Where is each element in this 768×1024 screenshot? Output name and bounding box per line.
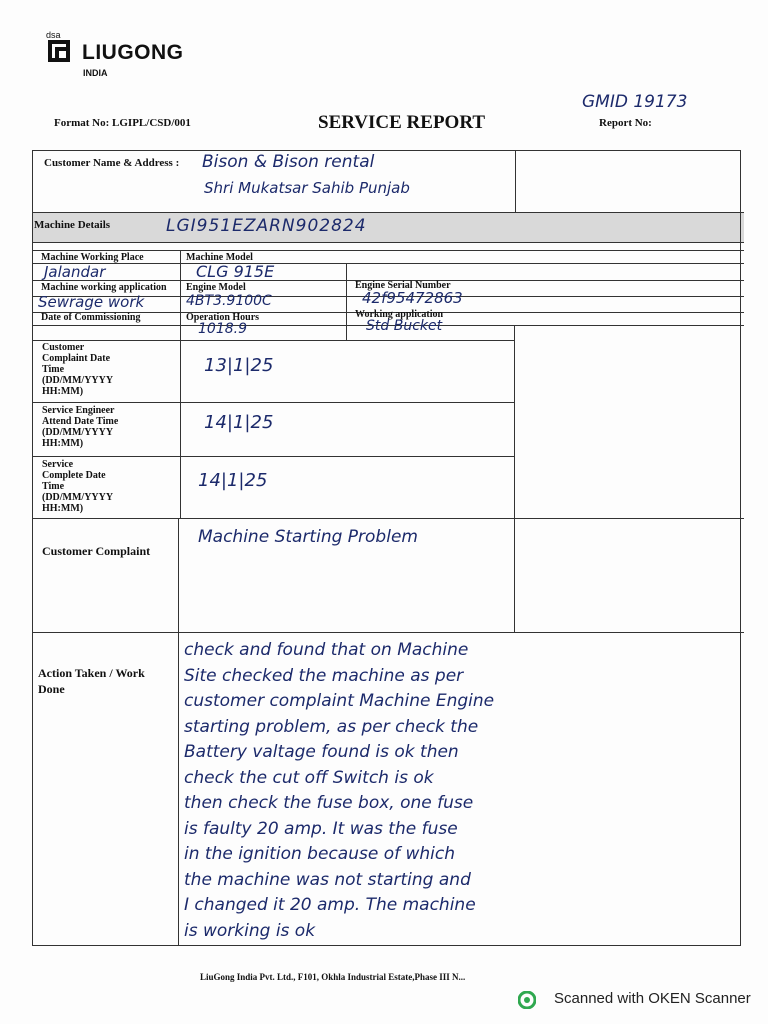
action-line: is faulty 20 amp. It was the fuse [184, 818, 458, 839]
brand-name: LIUGONG [82, 41, 184, 64]
machine-details-label: Machine Details [34, 219, 111, 231]
report-number-handwritten: GMID 19173 [582, 92, 688, 112]
action-line: check and found that on Machine [184, 640, 469, 660]
engineer-attend-label: Service Engineer Attend Date Time (DD/MM/YYYY HH:MM) [42, 405, 119, 449]
engine-model-value: 4BT3.9100C [186, 293, 272, 309]
complete-date-value: 14|1|25 [198, 470, 268, 491]
liugong-logo-icon [48, 40, 70, 62]
customer-complaint-value: Machine Starting Problem [198, 527, 418, 547]
company-address-footer: LiuGong India Pvt. Ltd., F101, Okhla Industrial Estate,Phase III N... [200, 972, 466, 982]
action-line: Site checked the machine as per [184, 665, 464, 686]
customer-address-value: Shri Mukatsar Sahib Punjab [204, 179, 410, 197]
action-line: check the cut off Switch is ok [184, 767, 434, 788]
action-line: the machine was not starting and [184, 869, 471, 890]
report-number-label: Report No: [599, 117, 652, 129]
action-taken-value [184, 638, 494, 944]
machine-working-place-label: Machine Working Place [41, 252, 144, 263]
machine-working-application-value: Sewrage work [38, 293, 145, 311]
customer-complaint-label: Customer Complaint [42, 544, 151, 558]
operation-hours-value: 1018.9 [198, 321, 247, 337]
service-complete-label: Service Complete Date Time (DD/MM/YYYY HH:MM) [42, 459, 114, 514]
scanner-logo-icon [518, 991, 536, 1009]
engine-serial-number-label: Engine Serial Number [355, 280, 451, 291]
dsa-mark: dsa [46, 30, 61, 40]
working-application-value: Std Bucket [366, 318, 443, 334]
action-line: customer complaint Machine Engine [184, 691, 495, 711]
action-taken-label: Action Taken / Work Done [38, 666, 145, 696]
date-of-commissioning-label: Date of Commissioning [41, 312, 141, 323]
machine-details-value: LGI951EZARN902824 [166, 216, 367, 236]
machine-working-place-value: Jalandar [44, 263, 106, 281]
action-line: I changed it 20 amp. The machine [184, 895, 476, 915]
scanner-watermark: Scanned with OKEN Scanner [554, 990, 751, 1007]
working-application-label: Working application [355, 309, 444, 320]
attend-date-value: 14|1|25 [204, 412, 274, 433]
machine-model-label: Machine Model [186, 252, 253, 263]
customer-name-value: Bison & Bison rental [202, 152, 375, 172]
operation-hours-label: Operation Hours [186, 312, 260, 323]
format-number: Format No: LGIPL/CSD/001 [54, 117, 191, 129]
action-line: then check the fuse box, one fuse [184, 793, 474, 813]
action-line: is working is ok [184, 920, 316, 941]
action-line: starting problem, as per check the [184, 716, 479, 737]
engine-model-label: Engine Model [186, 282, 246, 293]
machine-details-band [32, 212, 744, 242]
page-title: SERVICE REPORT [318, 112, 486, 133]
action-line: Battery valtage found is ok then [184, 742, 459, 762]
customer-name-address-label: Customer Name & Address : [44, 157, 180, 169]
engine-serial-number-value: 42f95472863 [362, 289, 463, 307]
machine-model-value: CLG 915E [196, 262, 275, 281]
complaint-date-value: 13|1|25 [204, 355, 274, 376]
action-line: in the ignition because of which [184, 844, 456, 864]
brand-sub: INDIA [83, 68, 108, 78]
machine-working-application-label: Machine working application [41, 282, 167, 293]
complaint-date-label: Customer Complaint Date Time (DD/MM/YYYY HH:MM) [42, 342, 114, 397]
